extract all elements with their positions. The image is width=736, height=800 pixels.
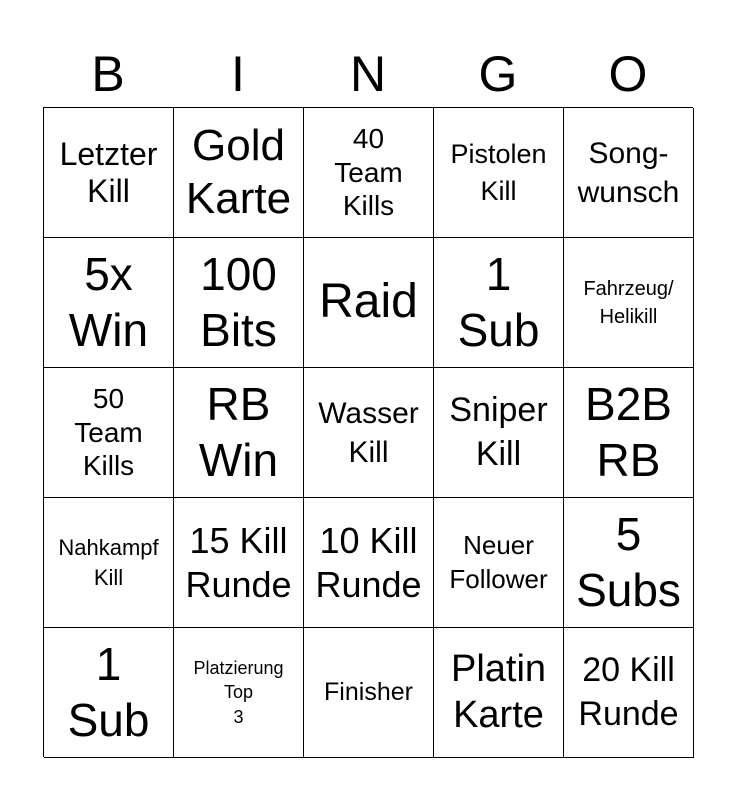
cell-label: 5x Win: [68, 248, 149, 356]
bingo-cell-r4-c5[interactable]: [564, 498, 694, 628]
bingo-cell-r1-c1[interactable]: [44, 108, 174, 238]
bingo-cell-r1-c3[interactable]: [304, 108, 434, 238]
cell-label: Platzierung Top 3: [193, 658, 284, 727]
cell-label: 1 Sub: [457, 248, 540, 356]
bingo-header: [43, 40, 693, 108]
cell-label: Finisher: [324, 678, 413, 706]
bingo-cell-r3-c4[interactable]: [434, 368, 564, 498]
bingo-cell-r4-c3[interactable]: [304, 498, 434, 628]
bingo-cell-r5-c5[interactable]: [564, 628, 694, 758]
cell-label: 40 Team Kills: [334, 123, 403, 222]
cell-label: 20 Kill Runde: [578, 650, 679, 733]
bingo-grid: [43, 107, 693, 757]
bingo-cell-r2-c2[interactable]: [174, 238, 304, 368]
bingo-cell-r5-c1[interactable]: [44, 628, 174, 758]
bingo-cell-r1-c5[interactable]: [564, 108, 694, 238]
bingo-cell-r5-c4[interactable]: [434, 628, 564, 758]
cell-label: 15 Kill Runde: [185, 519, 292, 605]
bingo-cell-r2-c4[interactable]: [434, 238, 564, 368]
cell-label: 50 Team Kills: [74, 383, 143, 482]
bingo-cell-r2-c1[interactable]: [44, 238, 174, 368]
header-letter-b: B: [91, 46, 125, 102]
bingo-cell-r3-c2[interactable]: [174, 368, 304, 498]
bingo-cell-r2-c3[interactable]: [304, 238, 434, 368]
cell-label: 100 Bits: [200, 248, 277, 356]
header-letter-o: O: [608, 46, 648, 102]
header-letter-i: I: [231, 46, 245, 102]
bingo-cell-r1-c4[interactable]: [434, 108, 564, 238]
bingo-cell-r5-c2[interactable]: [174, 628, 304, 758]
header-letter-n: N: [349, 46, 387, 102]
cell-label: Sniper Kill: [449, 390, 548, 473]
cell-label: 1 Sub: [67, 638, 150, 746]
cell-label: B2B RB: [585, 378, 672, 486]
cell-label: Neuer Follower: [449, 529, 548, 594]
cell-label: Letzter Kill: [59, 135, 158, 209]
bingo-cell-r3-c1[interactable]: [44, 368, 174, 498]
cell-label: Raid: [319, 275, 418, 329]
cell-label: 5 Subs: [576, 508, 681, 616]
bingo-cell-r3-c3[interactable]: [304, 368, 434, 498]
bingo-cell-r2-c5[interactable]: [564, 238, 694, 368]
cell-label: Wasser Kill: [318, 396, 419, 469]
bingo-cell-r4-c1[interactable]: [44, 498, 174, 628]
bingo-cell-r1-c2[interactable]: [174, 108, 304, 238]
bingo-cell-r5-c3[interactable]: [304, 628, 434, 758]
bingo-cell-r4-c2[interactable]: [174, 498, 304, 628]
cell-label: Gold Karte: [185, 120, 292, 223]
cell-label: Pistolen Kill: [450, 139, 547, 206]
cell-label: Song- wunsch: [577, 136, 680, 209]
bingo-cell-r3-c5[interactable]: [564, 368, 694, 498]
cell-label: Fahrzeug/ Helikill: [583, 277, 674, 328]
cell-label: RB Win: [198, 378, 279, 486]
bingo-cell-r4-c4[interactable]: [434, 498, 564, 628]
cell-label: Platin Karte: [450, 647, 547, 736]
cell-label: Nahkampf Kill: [58, 534, 159, 590]
header-letter-g: G: [478, 46, 518, 102]
cell-label: 10 Kill Runde: [315, 519, 422, 605]
